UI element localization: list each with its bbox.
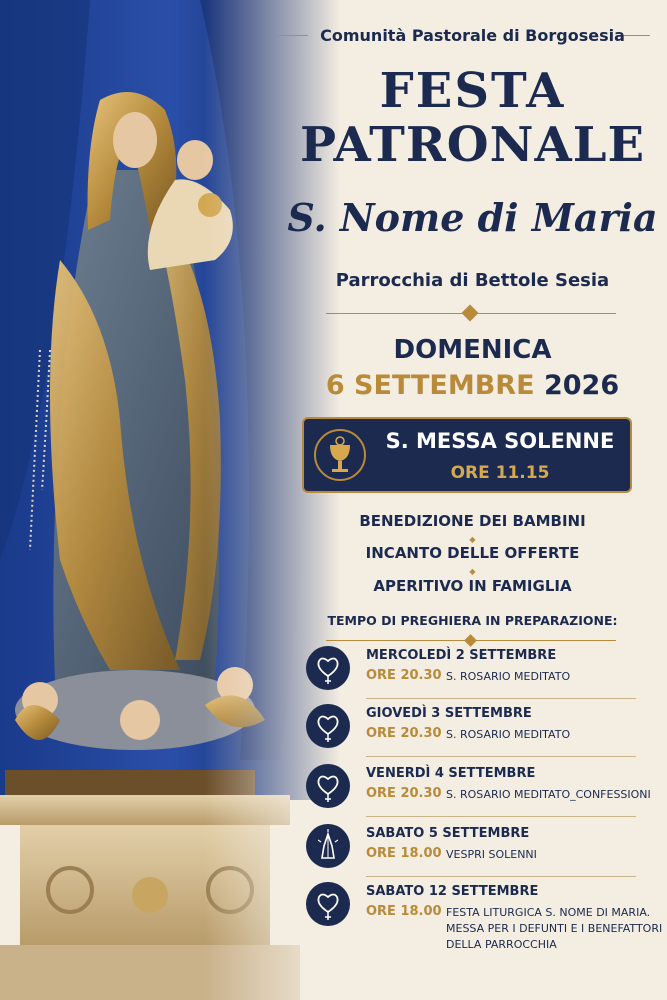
title-line-1: FESTA <box>379 63 566 119</box>
preparation-heading: TEMPO DI PREGHIERA IN PREPARAZIONE: <box>327 613 618 628</box>
diamond-ornament-icon <box>462 305 479 322</box>
divider <box>366 816 636 817</box>
schedule-description: S. ROSARIO MEDITATO_CONFESSIONI <box>446 788 651 801</box>
event-year: 2026 <box>543 370 620 401</box>
mass-banner <box>302 417 632 493</box>
saint-name: S. Nome di Maria <box>287 195 658 240</box>
schedule-row <box>306 882 663 962</box>
diamond-ornament-icon <box>464 634 477 647</box>
divider <box>366 756 636 757</box>
schedule-row <box>306 646 646 702</box>
schedule-description: VESPRI SOLENNI <box>446 848 537 861</box>
schedule-description: S. ROSARIO MEDITATO <box>446 670 571 683</box>
poster-text-panel <box>278 0 667 1000</box>
rosary-heart-icon <box>306 646 350 690</box>
schedule-time: ORE 20.30 <box>366 668 442 683</box>
schedule-time: ORE 20.30 <box>366 726 442 741</box>
mass-title: S. MESSA SOLENNE <box>385 429 615 453</box>
chalice-icon <box>314 429 366 481</box>
event-weekday: DOMENICA <box>393 335 552 365</box>
schedule-row <box>306 824 646 880</box>
schedule-row <box>306 704 646 760</box>
mass-time: ORE 11.15 <box>450 463 550 483</box>
schedule-day: MERCOLEDÌ 2 SETTEMBRE <box>366 648 557 663</box>
parish-name: Parrocchia di Bettole Sesia <box>335 270 610 291</box>
organization-name: Comunità Pastorale di Borgosesia <box>320 26 625 45</box>
schedule-day: VENERDÌ 4 SETTEMBRE <box>366 766 536 781</box>
rosary-heart-icon <box>306 704 350 748</box>
schedule-description-line: MESSA PER I DEFUNTI E I BENEFATTORI <box>446 922 663 935</box>
event-date <box>278 370 667 401</box>
event-item: APERITIVO IN FAMIGLIA <box>373 577 572 595</box>
event-day-month: 6 SETTEMBRE <box>325 370 535 401</box>
divider <box>366 876 636 877</box>
schedule-day: GIOVEDÌ 3 SETTEMBRE <box>366 706 532 721</box>
schedule-day: SABATO 5 SETTEMBRE <box>366 826 530 841</box>
divider <box>366 698 636 699</box>
schedule-time: ORE 18.00 <box>366 846 442 861</box>
event-item: INCANTO DELLE OFFERTE <box>365 544 580 562</box>
schedule-description <box>446 905 662 953</box>
schedule-row <box>306 764 651 820</box>
title-line-2: PATRONALE <box>299 117 646 173</box>
schedule-day: SABATO 12 SETTEMBRE <box>366 884 539 899</box>
schedule-time: ORE 18.00 <box>366 904 442 919</box>
event-item: BENEDIZIONE DEI BAMBINI <box>359 512 586 530</box>
rosary-heart-icon <box>306 882 350 926</box>
schedule-description: S. ROSARIO MEDITATO <box>446 728 571 741</box>
diamond-ornament-icon: ◆ <box>469 535 476 544</box>
schedule-description-line: FESTA LITURGICA S. NOME DI MARIA. <box>446 906 651 919</box>
schedule-description-line: DELLA PARROCCHIA <box>446 938 557 951</box>
rosary-heart-icon <box>306 764 350 808</box>
praying-hands-icon <box>306 824 350 868</box>
diamond-ornament-icon: ◆ <box>469 567 476 576</box>
schedule-time: ORE 20.30 <box>366 786 442 801</box>
